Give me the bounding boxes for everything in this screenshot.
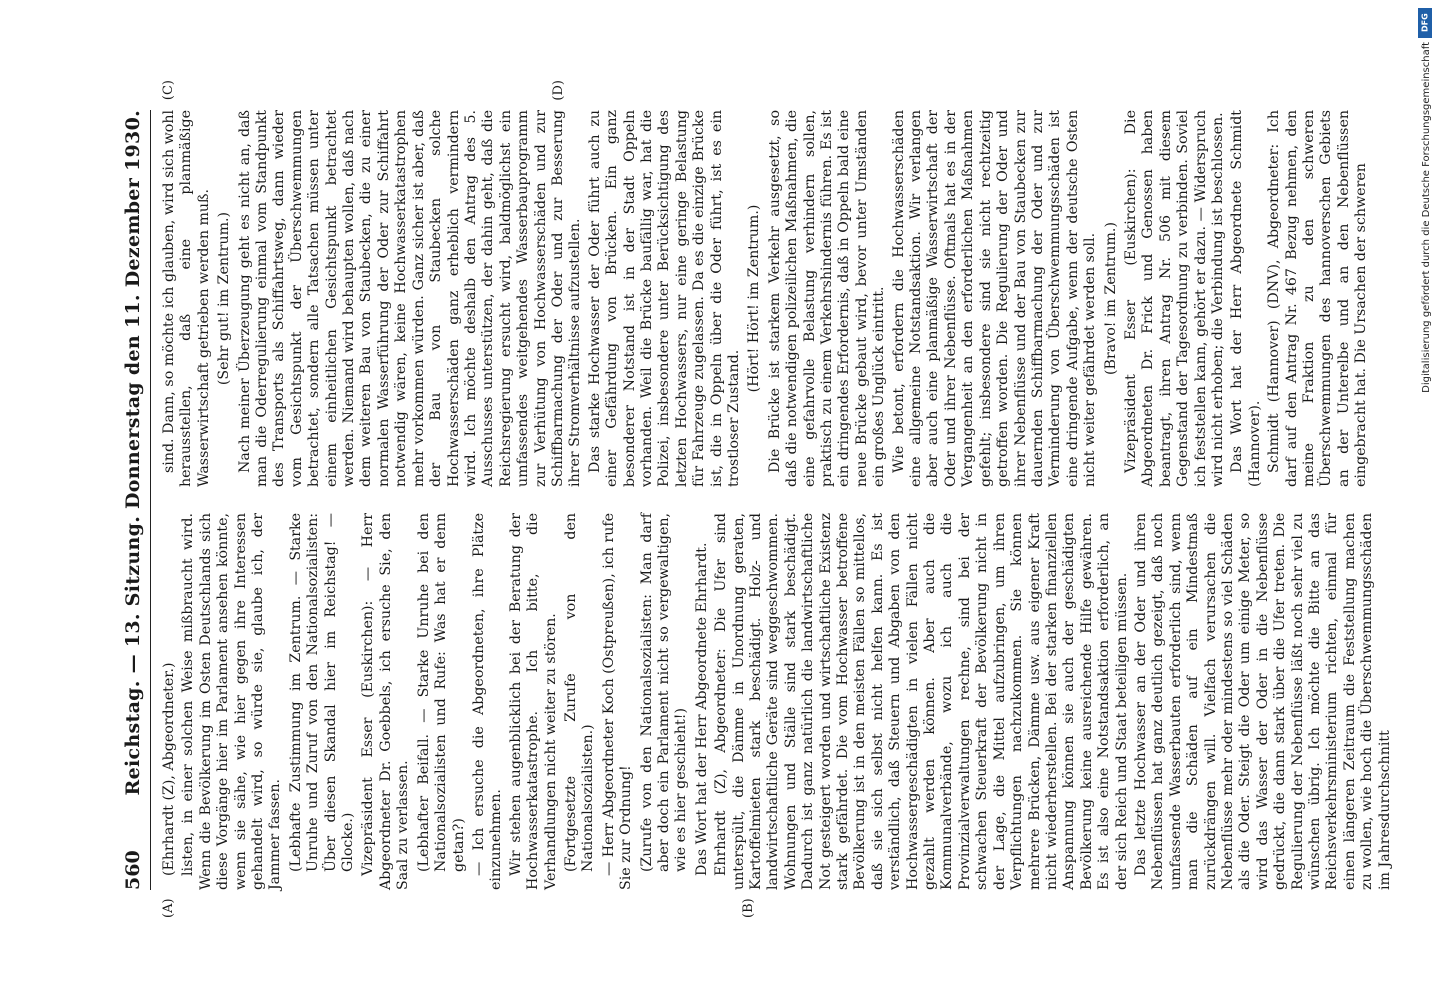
paragraph: (Ehrhardt (Z), Abgeordneter.) [161,662,177,876]
paragraph: Die Brücke ist starkem Verkehr ausgesetzt, so daß die notwendigen polizeilichen Maßnahmen, die eine gefahrvolle Belastung verhindern sollen, praktisch zu einem Verkehrshindernis führen. Es ist ein dringendes Erfordernis, daß in Oppeln bald eine neue Brücke gebaut wird, bevor unter Umständen ein großes Unglück eintritt. [766,110,888,487]
paragraph: Wie betont, erfordern die Hochwasserschäden eine allgemeine Notstandsaktion. Wir verlangen aber auch eine planmäßige Wasserwirtschaft der Oder und ihrer Nebenflüsse. Oftmals hat es in der Vergangenheit an den erforderlichen Maßnahmen gefehlt; insbesondere sind sie nicht rechtzeitig getroffen worden. Die Regulierung der Oder und ihrer Nebenflüsse und der Bau von Staubecken zur dauernden Schiffbarmachung der Oder und zur Verminderung von Überschwemmungsschäden ist eine dringende Aufgabe, wenn der deutsche Osten nicht weiter gefährdet werden soll. [890,110,1099,487]
right-column [161,110,1396,487]
paragraph: Wir stehen augenblicklich bei der Beratung der Hochwasserkatastrophe. Ich bitte, die Verhandlungen nicht weiter zu stören. [507,513,559,890]
paragraph: Vizepräsident Esser (Euskirchen): Die Abgeordneten Dr. Frick und Genossen haben beantragt, ihren Antrag Nr. 506 mit diesem Gegenstand der Tagesordnung zu verbinden. Soviel ich feststellen kann, gehört er dazu. — Widerspruch wird nicht erhoben; die Verbindung ist beschlossen. [1122,110,1226,487]
text-columns [161,80,1396,918]
paragraph: Schmidt (Hannover) (DNV), Abgeordneter: Ich darf auf den Antrag Nr. 467 Bezug nehmen, den meine Fraktion zu den schweren Überschwemmungen des hannoverschen Gebiets an der Unterelbe und an den Nebenflüssen eingebracht hat. Die Ursachen der schweren [1266,110,1370,487]
paragraph: Das Wort hat der Herr Abgeordnete Schmidt (Hannover). [1229,110,1263,487]
paragraph: Das starke Hochwasser der Oder führt auch zu einer Gefährdung von Brücken. Ein ganz besonderer Notstand ist in der Stadt Oppeln vorhanden. Weil die Brücke baufällig war, hat die Polizei, insbesondere unter Berücksichtigung des letzten Hochwassers, nur eine geringe Belastung für Fahrzeuge zugelassen. Da es die einzige Brücke ist, die in Oppeln über die Oder führt, ist es ein trostloser Zustand. [586,110,742,487]
stage-direction: (Lebhafter Beifall. — Starke Unruhe bei den Nationalsozialisten und Rufe: Was hat er denn getan?) [415,513,467,872]
page-title: Reichstag. — 13. Sitzung. Donnerstag den 11. Dezember 1930. [122,110,144,796]
dfg-credit-text: Digitalisierung gefördert durch die Deutsche Forschungsgemeinschaft [1421,42,1432,393]
stage-direction: (Sehr gut! im Zentrum.) [216,211,233,386]
paragraph: Nach meiner Überzeugung geht es nicht an, daß man die Oderregulierung einmal vom Standpunkt des Transports als Schiffahrtsweg, dann wieder vom Gesichtspunkt der Überschwemmungen betrachtet, sondern alle Tatsachen müssen unter einem einheitlichen Gesichtspunkt betrachtet werden. Niemand wird behaupten wollen, daß nach dem weiteren Bau von Staubecken, die zu einer normalen Wasserführung der Oder zur Schiffahrt notwendig wären, keine Hochwasserkatastrophen mehr vorkommen würden. Ganz sicher ist aber, daß der Bau von Staubecken solche Hochwasserschäden ganz erheblich vermindern wird. Ich möchte deshalb den Antrag des 5. Ausschusses unterstützen, der dahin geht, daß die Reichsregierung ersucht wird, baldmöglichst ein umfassendes weitgehendes Wasserbauprogramm zur Verhütung von Hochwasserschäden und zur Schiffbarmachung der Oder und zur Besserung ihrer Stromverhältnisse aufzustellen. [236,110,584,487]
left-column [161,513,1396,890]
digitization-stamp [1412,0,1434,1000]
page-header [122,110,151,890]
margin-marker-a: (A) [161,898,176,918]
paragraph: sind. Dann, so möchte ich glauben, wird sich wohl herausstellen, daß eine planmäßige Wasserwirtschaft getrieben werden muß. [161,110,212,487]
paragraph: — Ich ersuche die Abgeordneten, ihre Plätze einzunehmen. [470,513,505,890]
page-number: 560 [122,850,144,890]
paragraph: listen, in einer solchen Weise mißbraucht wird. Wenn die Bevölkerung im Osten Deutschlands sich diese Vorgänge hier im Parlament ansehen könnte, wenn sie sähe, wie hier gegen ihre Interessen gehandelt wird, so würde sie, glaube ich, der Jammer fassen. [180,513,284,890]
paragraph: — Herr Abgeordneter Koch (Ostpreußen), ich rufe Sie zur Ordnung! [600,513,635,890]
stage-direction: (Fortgesetzte Zurufe von den Nationalsozialisten.) [562,513,597,872]
margin-marker-d: (D) [551,80,566,101]
paragraph: Das Wort hat der Herr Abgeordnete Ehrhardt. [693,542,710,876]
stage-direction: (Zurufe von den Nationalsozialisten: Man darf aber doch ein Parlament nicht so vergewaltigen, wie es hier geschieht!) [638,513,690,872]
paragraph: Vizepräsident Esser (Euskirchen): — Herr Abgeordneter Dr. Goebbels, ich ersuche Sie, den Saal zu verlassen. [360,513,412,890]
dfg-logo: DFG [1418,8,1432,38]
paragraph: Das letzte Hochwasser an der Oder und ihren Nebenflüssen hat ganz deutlich gezeigt, daß noch umfassende Wasserbauten erforderlich sind, wenn man die Schäden auf ein Mindestmaß zurückdrängen will. Vielfach verursachen die Nebenflüsse mehr oder mindestens so viel Schäden als die Oder. Steigt die Oder um einige Meter, so wird das Wasser der Oder in die Nebenflüsse gedrückt, die dann stark über die Ufer treten. Die Regulierung der Nebenflüsse läßt noch sehr viel zu wünschen übrig. Ich möchte die Bitte an das Reichsverkehrsministerium richten, einmal für einen längeren Zeitraum die Feststellung machen zu wollen, wie hoch die Überschwemmungsschäden im Jahresdurchschnitt [1132,513,1393,890]
stage-direction: (Lebhafte Zustimmung im Zentrum. — Starke Unruhe und Zuruf von den Nationalsozialisten: Über diesen Skandal hier im Reichstag! — Glocke.) [287,513,357,872]
stage-direction: (Hört! Hört! im Zentrum.) [746,204,763,393]
margin-marker-b: (B) [741,898,756,918]
document-page [92,50,1393,950]
paragraph: Ehrhardt (Z), Abgeordneter: Die Ufer sind unterspült, die Dämme in Unordnung geraten, Kartoffelmieten stark beschädigt. Holz- und landwirtschaftliche Geräte sind weggeschwommen. Wohnungen und Ställe sind stark beschädigt. Dadurch ist ganz natürlich die landwirtschaftliche Not gesteigert worden und wirtschaftliche Existenz stark gefährdet. Die vom Hochwasser betroffene Bevölkerung ist in den meisten Fällen so mittellos, daß sie sich selbst nicht helfen kann. Es ist verständlich, daß Steuern und Abgaben von den Hochwassergeschädigten in vielen Fällen nicht gezahlt werden können. Aber auch die Kommunalverbände, wozu ich auch die Provinzialverwaltungen rechne, sind bei der schwachen Steuerkraft der Bevölkerung nicht in der Lage, die Mittel aufzubringen, um ihren Verpflichtungen nachzukommen. Sie können mehrere Brücken, Dämme usw. aus eigener Kraft nicht wiederherstellen. Bei der starken finanziellen Anspannung können sie auch der geschädigten Bevölkerung keine ausreichende Hilfe gewähren. Es ist also eine Notstandsaktion erforderlich, an der sich Reich und Staat beteiligen müssen. [713,513,1130,890]
margin-marker-c: (C) [161,80,176,101]
stage-direction: (Bravo! im Zentrum.) [1102,222,1119,375]
